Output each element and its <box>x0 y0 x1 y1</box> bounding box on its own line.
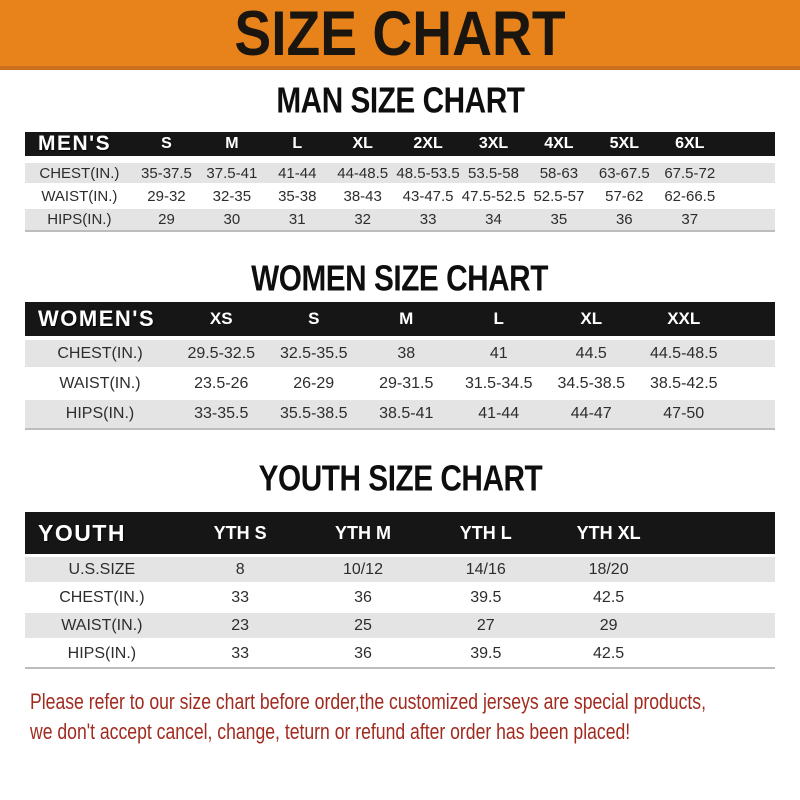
size-column-header: S <box>134 132 199 163</box>
size-value-cell: 36 <box>302 641 425 669</box>
size-value-cell: 29 <box>547 613 670 641</box>
size-column-header: 4XL <box>526 132 591 163</box>
size-value-cell: 25 <box>302 613 425 641</box>
size-value-cell: 29 <box>134 209 199 232</box>
size-value-cell: 18/20 <box>547 557 670 585</box>
size-value-cell: 41 <box>453 340 546 370</box>
size-value-cell: 27 <box>424 613 547 641</box>
size-value-cell: 38.5-41 <box>360 400 453 430</box>
size-column-header: XL <box>545 302 638 340</box>
size-column-header: YTH M <box>302 512 425 557</box>
size-header-row <box>25 512 775 557</box>
size-value-cell: 10/12 <box>302 557 425 585</box>
footer-disclaimer-line-1: Please refer to our size chart before order,the customized jerseys are special products, <box>30 689 706 714</box>
size-value-cell: 36 <box>302 585 425 613</box>
measurement-row <box>25 400 775 430</box>
size-value-cell: 33 <box>395 209 460 232</box>
section-men <box>0 79 800 232</box>
size-value-cell: 67.5-72 <box>657 163 723 186</box>
size-value-cell: 48.5-53.5 <box>395 163 460 186</box>
women-size-table <box>25 302 775 430</box>
measurement-row <box>25 163 775 186</box>
size-value-cell: 52.5-57 <box>526 186 591 209</box>
filler-cell <box>730 302 775 340</box>
size-value-cell: 30 <box>199 209 264 232</box>
size-value-cell: 39.5 <box>424 585 547 613</box>
group-label-cell: WOMEN'S <box>25 302 175 340</box>
size-column-header: XL <box>330 132 395 163</box>
size-value-cell: 38.5-42.5 <box>638 370 731 400</box>
size-column-header: YTH XL <box>547 512 670 557</box>
size-column-header: 3XL <box>461 132 526 163</box>
size-value-cell: 39.5 <box>424 641 547 669</box>
size-value-cell: 35 <box>526 209 591 232</box>
size-column-header: YTH L <box>424 512 547 557</box>
group-label-cell: YOUTH <box>25 512 179 557</box>
women-section-heading-text: WOMEN SIZE CHART <box>251 257 549 299</box>
size-value-cell: 34.5-38.5 <box>545 370 638 400</box>
row-label-cell: CHEST(IN.) <box>25 585 179 613</box>
size-column-header: YTH S <box>179 512 302 557</box>
filler-cell <box>670 585 775 613</box>
size-value-cell: 29-31.5 <box>360 370 453 400</box>
size-value-cell: 63-67.5 <box>592 163 657 186</box>
measurement-row <box>25 641 775 669</box>
measurement-row <box>25 186 775 209</box>
banner-title: SIZE CHART <box>234 0 566 69</box>
section-youth <box>0 457 800 669</box>
size-value-cell: 14/16 <box>424 557 547 585</box>
size-value-cell: 57-62 <box>592 186 657 209</box>
size-column-header: XS <box>175 302 268 340</box>
size-column-header: M <box>199 132 264 163</box>
size-value-cell: 41-44 <box>453 400 546 430</box>
filler-cell <box>723 163 776 186</box>
size-value-cell: 29.5-32.5 <box>175 340 268 370</box>
row-label-cell: WAIST(IN.) <box>25 613 179 641</box>
size-column-header: 6XL <box>657 132 723 163</box>
size-value-cell: 32-35 <box>199 186 264 209</box>
size-value-cell: 26-29 <box>268 370 361 400</box>
women-section-heading <box>0 257 800 299</box>
men-section-heading <box>0 79 800 121</box>
row-label-cell: CHEST(IN.) <box>25 163 134 186</box>
size-header-row <box>25 302 775 340</box>
filler-cell <box>670 557 775 585</box>
row-label-cell: HIPS(IN.) <box>25 400 175 430</box>
filler-cell <box>723 186 776 209</box>
size-value-cell: 38 <box>360 340 453 370</box>
size-value-cell: 38-43 <box>330 186 395 209</box>
measurement-row <box>25 585 775 613</box>
measurement-row <box>25 557 775 585</box>
row-label-cell: U.S.SIZE <box>25 557 179 585</box>
size-value-cell: 36 <box>592 209 657 232</box>
size-value-cell: 37 <box>657 209 723 232</box>
size-value-cell: 31 <box>265 209 330 232</box>
row-label-cell: WAIST(IN.) <box>25 370 175 400</box>
size-value-cell: 32.5-35.5 <box>268 340 361 370</box>
size-value-cell: 47.5-52.5 <box>461 186 526 209</box>
size-value-cell: 41-44 <box>265 163 330 186</box>
size-value-cell: 35-37.5 <box>134 163 199 186</box>
size-value-cell: 37.5-41 <box>199 163 264 186</box>
filler-cell <box>730 370 775 400</box>
filler-cell <box>723 132 776 163</box>
size-value-cell: 33 <box>179 641 302 669</box>
youth-size-table <box>25 512 775 669</box>
size-chart-banner <box>0 0 800 70</box>
measurement-row <box>25 613 775 641</box>
size-value-cell: 34 <box>461 209 526 232</box>
filler-cell <box>670 512 775 557</box>
size-value-cell: 35-38 <box>265 186 330 209</box>
men-section-heading-text: MAN SIZE CHART <box>275 79 525 121</box>
filler-cell <box>730 400 775 430</box>
measurement-row <box>25 340 775 370</box>
row-label-cell: HIPS(IN.) <box>25 641 179 669</box>
measurement-row <box>25 370 775 400</box>
filler-cell <box>670 641 775 669</box>
size-value-cell: 8 <box>179 557 302 585</box>
size-value-cell: 44.5 <box>545 340 638 370</box>
size-value-cell: 44-48.5 <box>330 163 395 186</box>
youth-section-heading-text: YOUTH SIZE CHART <box>258 457 542 499</box>
size-value-cell: 23 <box>179 613 302 641</box>
size-column-header: L <box>453 302 546 340</box>
size-value-cell: 58-63 <box>526 163 591 186</box>
group-label-cell: MEN'S <box>25 132 134 163</box>
size-value-cell: 42.5 <box>547 641 670 669</box>
size-value-cell: 35.5-38.5 <box>268 400 361 430</box>
footer-disclaimer <box>30 687 800 747</box>
size-value-cell: 53.5-58 <box>461 163 526 186</box>
footer-disclaimer-line-2: we don't accept cancel, change, teturn or refund after order has been placed! <box>30 719 631 744</box>
size-value-cell: 23.5-26 <box>175 370 268 400</box>
size-value-cell: 29-32 <box>134 186 199 209</box>
size-value-cell: 32 <box>330 209 395 232</box>
size-value-cell: 33-35.5 <box>175 400 268 430</box>
size-value-cell: 31.5-34.5 <box>453 370 546 400</box>
size-column-header: L <box>265 132 330 163</box>
size-value-cell: 42.5 <box>547 585 670 613</box>
filler-cell <box>670 613 775 641</box>
size-column-header: 2XL <box>395 132 460 163</box>
size-value-cell: 44.5-48.5 <box>638 340 731 370</box>
row-label-cell: HIPS(IN.) <box>25 209 134 232</box>
size-column-header: S <box>268 302 361 340</box>
section-women <box>0 257 800 430</box>
size-value-cell: 43-47.5 <box>395 186 460 209</box>
measurement-row <box>25 209 775 232</box>
size-column-header: XXL <box>638 302 731 340</box>
size-column-header: M <box>360 302 453 340</box>
size-value-cell: 44-47 <box>545 400 638 430</box>
men-size-table <box>25 132 775 232</box>
row-label-cell: CHEST(IN.) <box>25 340 175 370</box>
filler-cell <box>730 340 775 370</box>
youth-section-heading <box>0 457 800 499</box>
size-value-cell: 33 <box>179 585 302 613</box>
size-header-row <box>25 132 775 163</box>
size-value-cell: 47-50 <box>638 400 731 430</box>
size-value-cell: 62-66.5 <box>657 186 723 209</box>
row-label-cell: WAIST(IN.) <box>25 186 134 209</box>
size-column-header: 5XL <box>592 132 657 163</box>
filler-cell <box>723 209 776 232</box>
